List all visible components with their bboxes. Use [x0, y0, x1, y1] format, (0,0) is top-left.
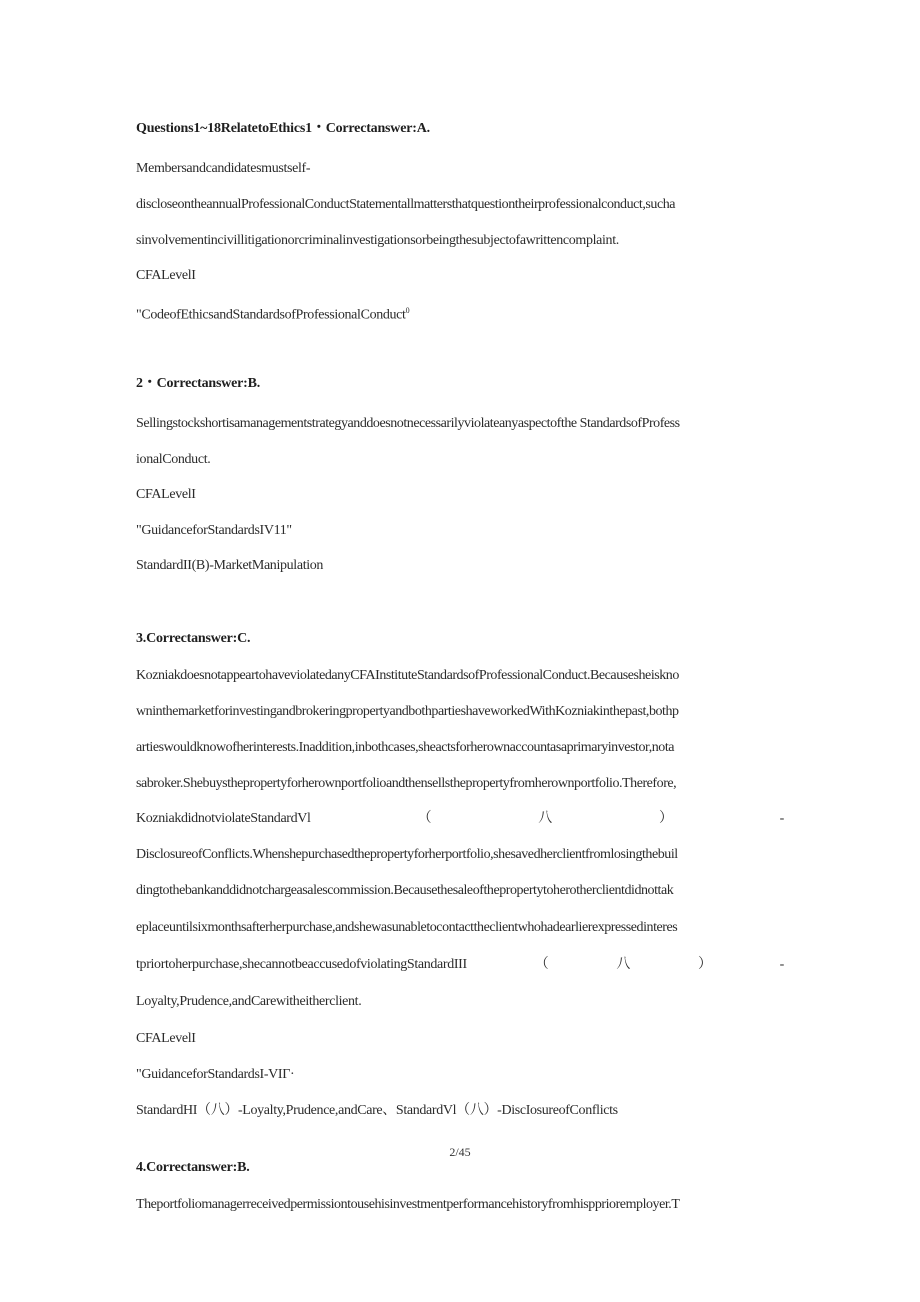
section-2-reference: "GuidanceforStandardsIV11": [136, 523, 292, 538]
split-1-close-paren: ）: [658, 811, 673, 826]
section-3-line-5: DisclosureofConflicts.Whenshepurchasedthepropertyforherportfolio,shesavedherclientfromlosingthebuil: [136, 847, 678, 862]
section-3-reference: "GuidanceforStandardsI-VIΓ·: [136, 1067, 295, 1082]
split-2-open-paren: （: [534, 957, 549, 972]
section-2-standard: StandardII(B)-MarketManipulation: [136, 558, 324, 573]
section-3-split-line-2: [136, 957, 784, 973]
section-3-heading: 3.Correctanswer:C.: [136, 631, 251, 646]
section-3-line-3: artieswouldknowofherinterests.Inaddition,inbothcases,sheactsforherownaccountasaprimaryinvestor,nota: [136, 740, 675, 755]
superscript-mark: 0: [405, 306, 410, 315]
section-3-level: CFALevelI: [136, 1031, 196, 1046]
section-1-line-1: Membersandcandidatesmustself-: [136, 161, 311, 176]
section-3-line-6: dingtothebankanddidnotchargeasalescommission.Becausethesaleofthepropertytoherotherclientdidnottak: [136, 883, 674, 898]
split-1-char: 八: [538, 811, 552, 826]
section-1-reference-text: "CodeofEthicsandStandardsofProfessionalConduct: [136, 307, 406, 323]
section-3-split-line-1: [136, 811, 784, 827]
section-3-line-2: wninthemarketforinvestingandbrokeringpropertyandbothpartieshaveworkedWithKozniakinthepast,bothp: [136, 704, 679, 719]
section-3-line-8: Loyalty,Prudence,andCarewitheitherclient.: [136, 994, 362, 1009]
section-4-line-1: Theportfoliomanagerreceivedpermissiontousehisinvestmentperformancehistoryfromhispprioremployer.T: [136, 1197, 680, 1212]
section-3-line-4: sabroker.Shebuysthepropertyforherownportfolioandthensellsthepropertyfromherownportfolio.Therefore,: [136, 776, 677, 791]
section-1-level: CFALevelI: [136, 268, 196, 283]
section-1-heading: Questions1~18RelatetoEthics1・Correctanswer:A.: [136, 121, 430, 136]
split-1-text: KozniakdidnotviolateStandardVl: [136, 811, 311, 826]
section-1-reference: [136, 303, 409, 324]
section-1-line-2: discloseontheannualProfessionalConductStatementallmattersthatquestiontheirprofessionalconduct,sucha: [136, 197, 676, 212]
section-3-line-1: KozniakdoesnotappeartohaveviolatedanyCFAInstituteStandardsofProfessionalConduct.Becausesheiskno: [136, 668, 679, 683]
section-3-line-7: eplaceuntilsixmonthsafterherpurchase,andshewasunabletocontacttheclientwhohadearlierexpressedinteres: [136, 920, 678, 935]
split-2-text: tpriortoherpurchase,shecannotbeaccusedofviolatingStandardIII: [136, 957, 467, 972]
split-2-char: 八: [616, 957, 631, 972]
split-1-open-paren: （: [417, 811, 432, 826]
section-2-line-2: ionalConduct.: [136, 452, 211, 467]
section-2-line-1: Sellingstockshortisamanagementstrategyanddoesnotnecessarilyviolateanyaspectofthe StandardsofProfess: [136, 416, 680, 431]
page-number: 2/45: [449, 1145, 471, 1159]
section-2-heading: 2・Correctanswer:B.: [136, 376, 261, 391]
section-4-heading: 4.Correctanswer:B.: [136, 1160, 250, 1175]
section-3-standards: StandardHI（八）-Loyalty,Prudence,andCare、StandardVl（八）-DiscIosureofConflicts: [136, 1103, 618, 1118]
split-2-dash: -: [779, 957, 784, 972]
section-1-line-3: sinvolvementincivillitigationorcriminalinvestigationsorbeingthesubjectofawrittencomplaint.: [136, 233, 619, 248]
split-2-close-paren: ）: [698, 957, 712, 972]
section-2-level: CFALevelI: [136, 487, 196, 502]
split-1-dash: -: [779, 811, 784, 826]
